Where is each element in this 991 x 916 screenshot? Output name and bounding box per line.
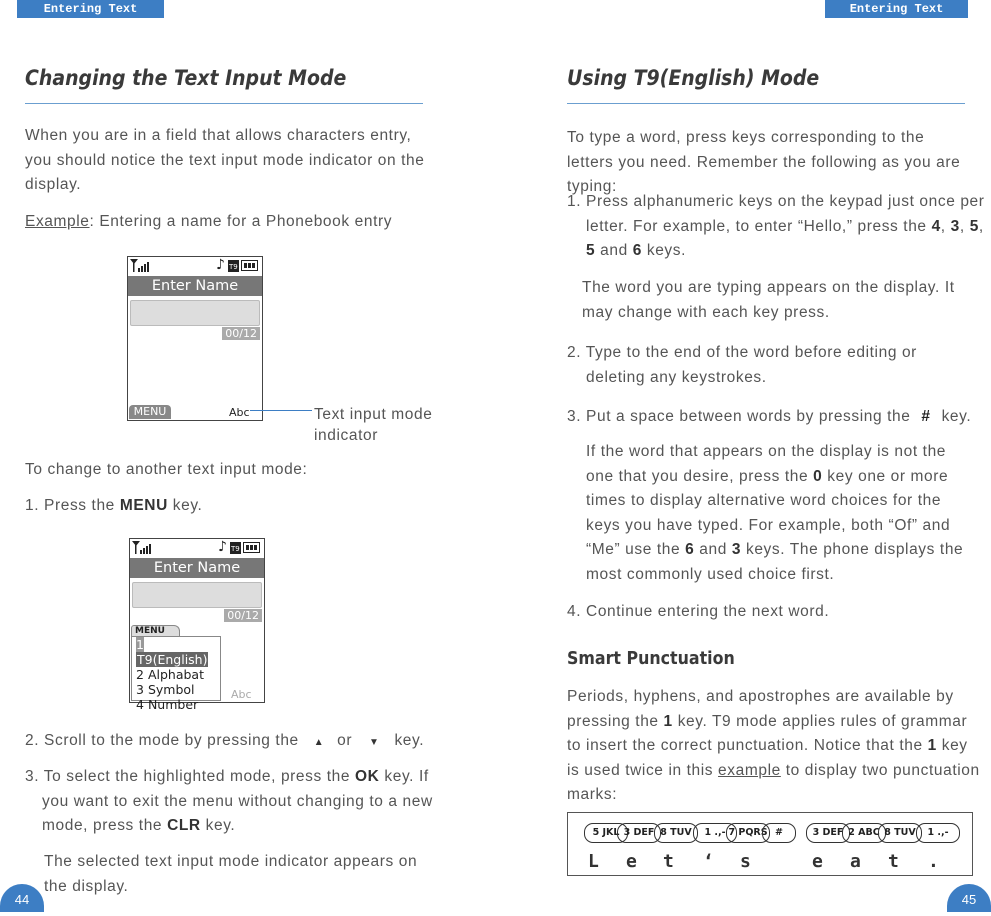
menu-softkey: MENU — [129, 405, 171, 419]
intro-paragraph-left: When you are in a field that allows characters entry, you should notice the text input mode indicator on the display. — [25, 127, 425, 193]
example-line — [25, 210, 425, 235]
step-1: 1. Press the MENU key. — [25, 497, 203, 514]
down-arrow-icon: ▼ — [369, 737, 380, 748]
status-bar — [128, 257, 262, 276]
key-3-icon: 3 DEF — [806, 823, 850, 843]
key-8-icon: 8 TUV — [654, 823, 698, 843]
battery-icon — [241, 260, 259, 271]
menu-item-alphabat[interactable]: 2 Alphabat — [136, 667, 204, 682]
phone-screen-mode-menu — [129, 538, 265, 712]
step-3: 3. To select the highlighted mode, press the OK key. If you want to exit the menu without changing to a new mode, press the CLR key. — [25, 768, 433, 834]
music-note-icon: ♪ — [218, 539, 227, 555]
input-mode-indicator: Abc — [231, 688, 252, 701]
t9-step-3: 3. Put a space between words by pressing the # key. — [567, 408, 972, 425]
result-letter: e — [812, 851, 823, 872]
key-3-icon: 3 DEF — [617, 823, 661, 843]
input-mode-indicator: Abc — [229, 406, 250, 419]
page-title-left: Changing the Text Input Mode — [25, 66, 347, 90]
header-tab-right: Entering Text — [825, 0, 968, 18]
smart-punctuation-text: Periods, hyphens, and apostrophes are available by pressing the 1 key. T9 mode applies rules of grammar to insert the correct punctuation. Notice that the 1 key is used twice in this example to display two punctuation marks: — [567, 688, 980, 803]
svg-text:T9: T9 — [229, 263, 238, 271]
change-mode-intro: To change to another text input mode: — [25, 461, 308, 478]
t9-indicator-icon — [228, 260, 239, 272]
key-1-icon: 1 .,- — [916, 823, 960, 843]
key-5-icon: 5 JKL — [584, 823, 628, 843]
signal-icon — [130, 259, 152, 273]
t9-step-1-note: The word you are typing appears on the display. It may change with each key press. — [582, 279, 955, 321]
key-2-icon: 2 ABC — [842, 823, 886, 843]
result-letter: t — [888, 851, 899, 872]
menu-item-symbol[interactable]: 3 Symbol — [136, 682, 195, 697]
softkey-bar — [128, 404, 262, 420]
screen-header: Enter Name — [128, 276, 262, 296]
t9-step-3-note: If the word that appears on the display is not the one that you desire, press the 0 key one or more times to display alternative word choices for the keys you have typed. For example, both “Of” and “Me” use the 6 and 3 keys. The phone displays the most commonly used choice first. — [586, 443, 964, 583]
page-title-right: Using T9(English) Mode — [567, 66, 820, 90]
example-label: Example — [25, 213, 90, 230]
input-mode-menu — [131, 636, 221, 712]
svg-text:T9: T9 — [231, 545, 240, 553]
t9-step-2: 2. Type to the end of the word before editing or deleting any keystrokes. — [567, 344, 917, 386]
title-rule-right — [567, 103, 965, 104]
t9-step-4: 4. Continue entering the next word. — [567, 603, 830, 620]
menu-item-t9-english[interactable]: 1 T9(English) — [136, 637, 208, 667]
result-letter: e — [626, 851, 637, 872]
status-bar — [130, 539, 264, 558]
t9-indicator-icon — [230, 542, 241, 554]
page-number-left: 44 — [0, 884, 44, 912]
phone-screen-enter-name — [127, 256, 263, 421]
name-input-field — [132, 582, 262, 608]
result-letter: . — [928, 851, 939, 872]
char-counter: 00/12 — [128, 327, 260, 340]
key-pound-icon: # — [762, 823, 796, 843]
key-sequence-illustration — [567, 812, 973, 876]
header-tab-left: Entering Text — [17, 0, 164, 18]
result-letter: ‘ — [703, 851, 714, 872]
step-3-note: The selected text input mode indicator appears on the display. — [44, 853, 418, 895]
example-text: : Entering a name for a Phonebook entry — [89, 213, 393, 230]
intro-paragraph-right: To type a word, press keys corresponding to the letters you need. Remember the following as you are typing: — [567, 129, 961, 195]
up-arrow-icon: ▲ — [313, 737, 325, 748]
battery-icon — [243, 542, 261, 553]
step-2: 2. Scroll to the mode by pressing the ▲ or ▼ key. — [25, 732, 425, 749]
char-counter: 00/12 — [130, 609, 262, 622]
callout-text: Text input mode indicator — [314, 406, 433, 444]
result-letter: s — [740, 851, 751, 872]
key-1-icon: 1 .,- — [693, 823, 737, 843]
menu-item-number[interactable]: 4 Number — [136, 697, 199, 712]
key-8-icon: 8 TUV — [878, 823, 922, 843]
callout-line — [250, 410, 312, 411]
result-letter: a — [850, 851, 861, 872]
pound-key-icon: # — [921, 408, 931, 425]
title-rule-left — [25, 103, 423, 104]
name-input-field — [130, 300, 260, 326]
page-number-right: 45 — [947, 884, 991, 912]
screen-header: Enter Name — [130, 558, 264, 578]
smart-punctuation-heading: Smart Punctuation — [567, 648, 735, 669]
menu-popup-tab: MENU — [131, 625, 180, 637]
music-note-icon: ♪ — [216, 257, 225, 273]
t9-step-1: 1. Press alphanumeric keys on the keypad just once per letter. For example, to enter “Hello,” press the 4, 3, 5, 5 and 6 keys. — [567, 193, 985, 259]
result-letter: L — [588, 851, 599, 872]
menu-key-name: MENU — [119, 497, 168, 514]
key-7-icon: 7 PQRS — [726, 823, 770, 843]
signal-icon — [132, 541, 154, 555]
result-letter: t — [663, 851, 674, 872]
